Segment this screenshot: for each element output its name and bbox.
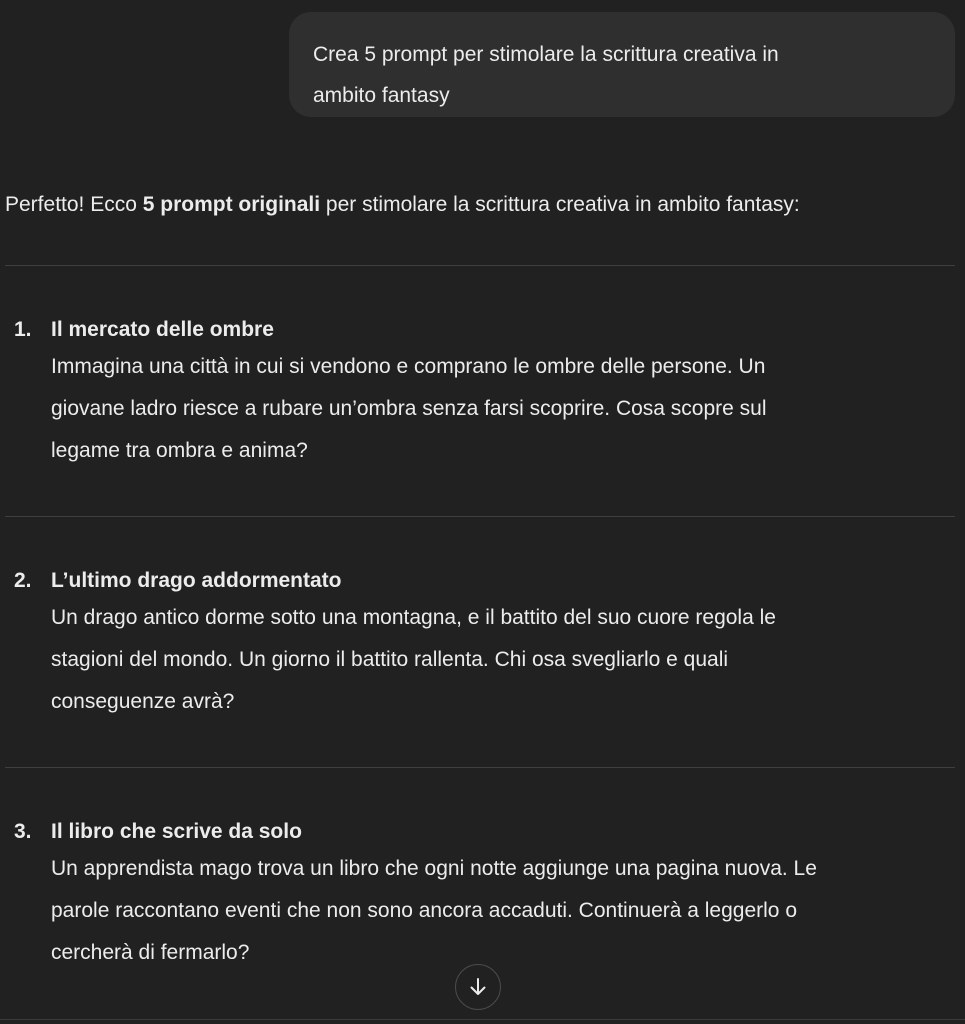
composer-top-border [0, 1019, 965, 1020]
item-description [51, 848, 951, 974]
intro-bold-text: 5 prompt originali [142, 193, 321, 216]
user-message-line: ambito fantasy [313, 84, 450, 107]
item-line: legame tra ombra e anima? [51, 439, 308, 462]
item-line: Un drago antico dorme sotto una montagna, e il battito del suo cuore regola le [51, 606, 776, 629]
item-line: cercherà di fermarlo? [51, 941, 250, 964]
item-number: 3. [14, 820, 32, 843]
user-message-line: Crea 5 prompt per stimolare la scrittura creativa in [313, 43, 779, 66]
intro-text: Perfetto! Ecco [5, 193, 143, 216]
item-line: stagioni del mondo. Un giorno il battito rallenta. Chi osa svegliarlo e quali [51, 648, 729, 671]
user-message-bubble [289, 12, 955, 117]
divider [5, 516, 955, 517]
item-number: 2. [14, 569, 32, 592]
item-title: L’ultimo drago addormentato [51, 569, 342, 592]
item-line: Un apprendista mago trova un libro che ogni notte aggiunge una pagina nuova. Le [51, 857, 817, 880]
item-line: conseguenze avrà? [51, 690, 235, 713]
item-line: Immagina una città in cui si vendono e comprano le ombre delle persone. Un [51, 355, 766, 378]
item-number: 1. [14, 318, 32, 341]
scroll-to-bottom-button[interactable] [455, 964, 501, 1010]
divider [5, 767, 955, 768]
item-title: Il libro che scrive da solo [51, 820, 302, 843]
item-description [51, 346, 951, 472]
item-line: parole raccontano eventi che non sono ancora accaduti. Continuerà a leggerlo o [51, 899, 798, 922]
assistant-intro [5, 187, 965, 223]
item-title: Il mercato delle ombre [51, 318, 274, 341]
divider [5, 265, 955, 266]
intro-text: per stimolare la scrittura creativa in ambito fantasy: [320, 193, 800, 216]
arrow-down-icon [467, 976, 489, 998]
item-line: giovane ladro riesce a rubare un’ombra senza farsi scoprire. Cosa scopre sul [51, 397, 767, 420]
item-description [51, 597, 951, 723]
